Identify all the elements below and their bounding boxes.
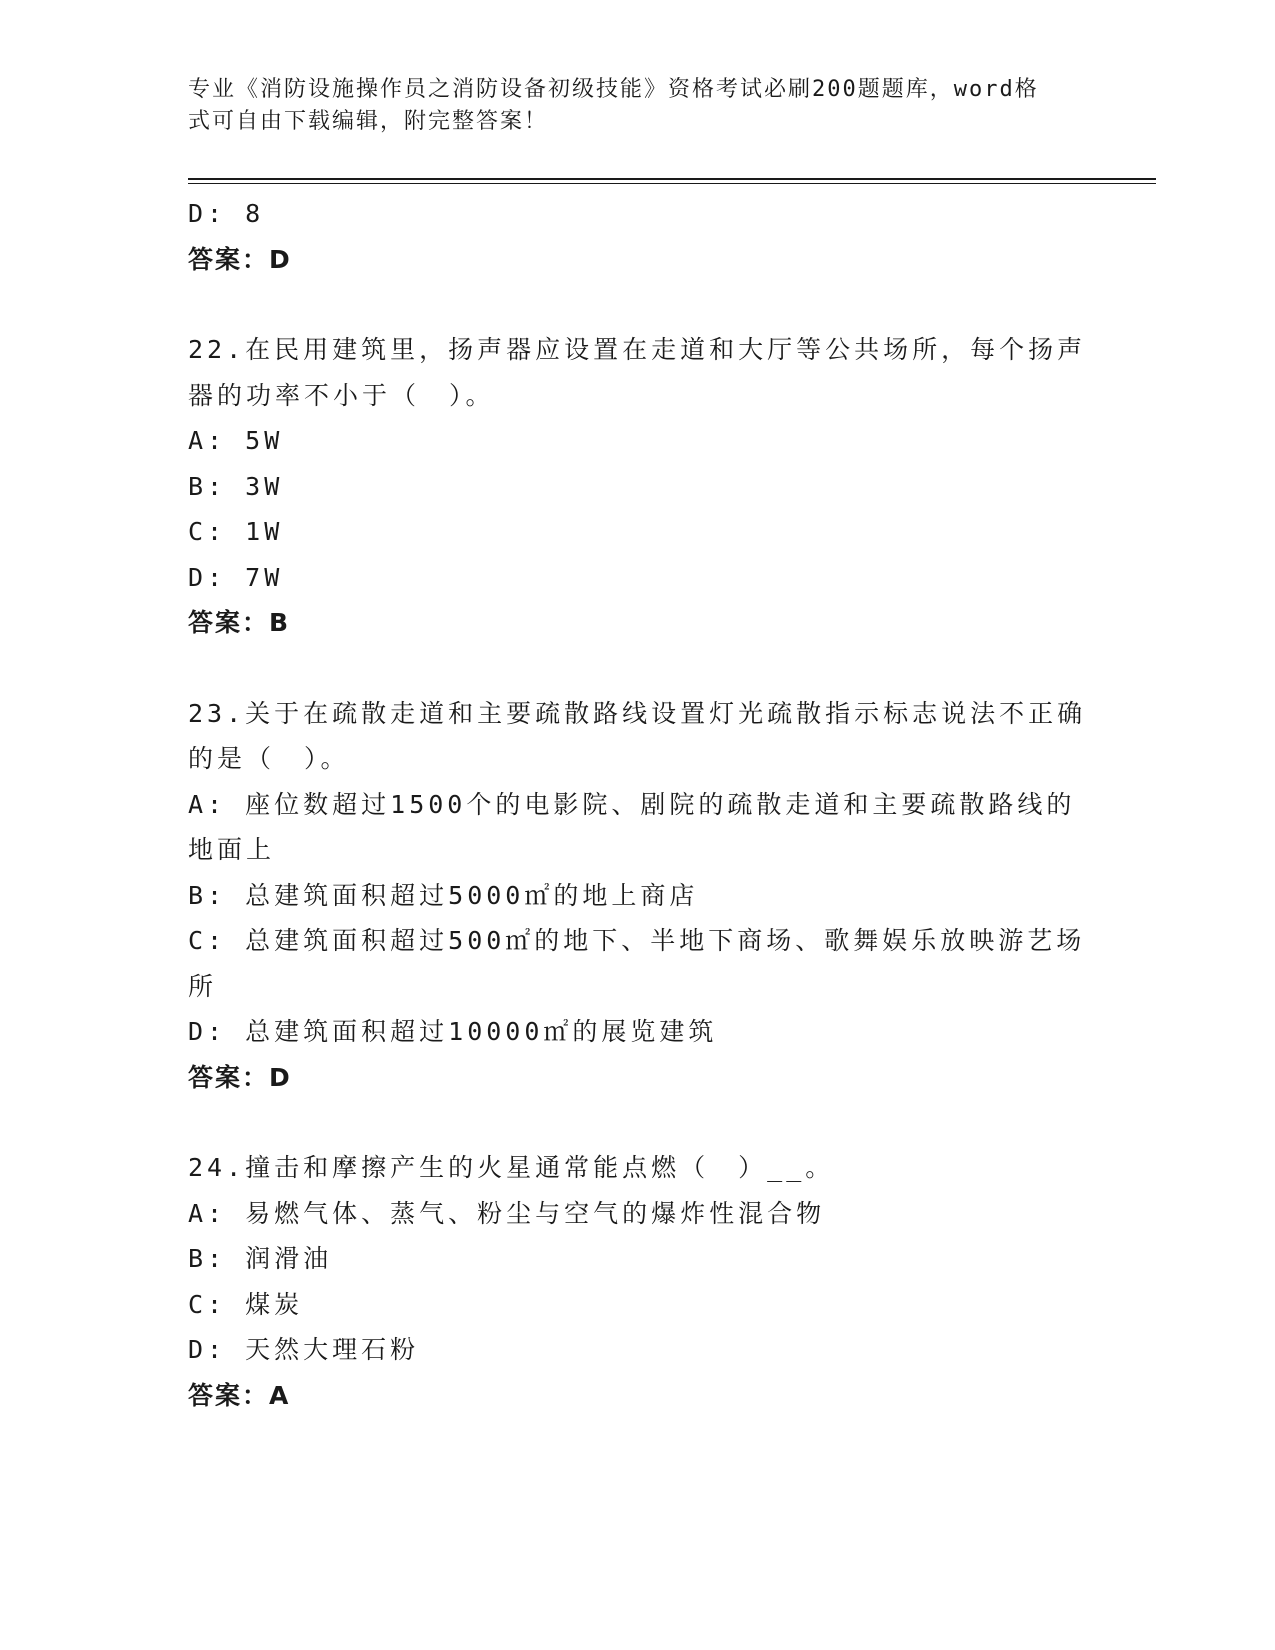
question-stem-cont: 器的功率不小于（ ）。 [188, 380, 495, 410]
header-divider-thin [188, 183, 1156, 184]
option-a-cont: 地面上 [188, 835, 276, 864]
header-divider-thick [188, 178, 1156, 180]
option-d: D: 天然大理石粉 [188, 1335, 420, 1364]
question-stem-cont: 的是（ ）。 [188, 744, 350, 773]
option-c: C: 煤炭 [188, 1289, 304, 1319]
question-23 [188, 691, 1088, 1101]
document-header [188, 74, 1068, 138]
option-d: D: 7W [188, 562, 284, 592]
prev-answer: 答案：D [188, 244, 292, 274]
spacer [188, 282, 1088, 327]
option-a: A: 易燃气体、蒸气、粉尘与空气的爆炸性混合物 [188, 1198, 826, 1228]
question-content [188, 191, 1088, 1418]
option-d: D: 总建筑面积超过10000㎡的展览建筑 [188, 1017, 718, 1046]
answer: 答案：A [188, 1380, 291, 1410]
header-line-2: 式可自由下载编辑，附完整答案！ [188, 109, 549, 134]
option-b: B: 3W [188, 471, 284, 501]
option-b: B: 润滑油 [188, 1244, 333, 1273]
option-a: A: 5W [188, 426, 284, 455]
option-c: C: 总建筑面积超过500㎡的地下、半地下商场、歌舞娱乐放映游艺场 [188, 926, 1086, 955]
question-stem: 22.在民用建筑里，扬声器应设置在走道和大厅等公共场所，每个扬声 [188, 335, 1087, 364]
question-stem: 24.撞击和摩擦产生的火星通常能点燃（ ）__。 [188, 1153, 835, 1182]
option-c: C: 1W [188, 517, 284, 546]
option-b: B: 总建筑面积超过5000㎡的地上商店 [188, 880, 699, 910]
question-22 [188, 327, 1088, 646]
spacer [188, 1100, 1088, 1145]
option-c-cont: 所 [188, 971, 218, 1001]
answer: 答案：D [188, 1062, 292, 1092]
answer: 答案：B [188, 608, 291, 637]
spacer [188, 646, 1088, 691]
option-a: A: 座位数超过1500个的电影院、剧院的疏散走道和主要疏散路线的 [188, 789, 1076, 819]
question-24 [188, 1145, 1088, 1418]
prev-option-d: D: 8 [188, 199, 265, 228]
header-line-1: 专业《消防设施操作员之消防设备初级技能》资格考试必刷200题题库，word格 [188, 77, 1039, 102]
question-stem: 23.关于在疏散走道和主要疏散路线设置灯光疏散指示标志说法不正确 [188, 698, 1087, 728]
